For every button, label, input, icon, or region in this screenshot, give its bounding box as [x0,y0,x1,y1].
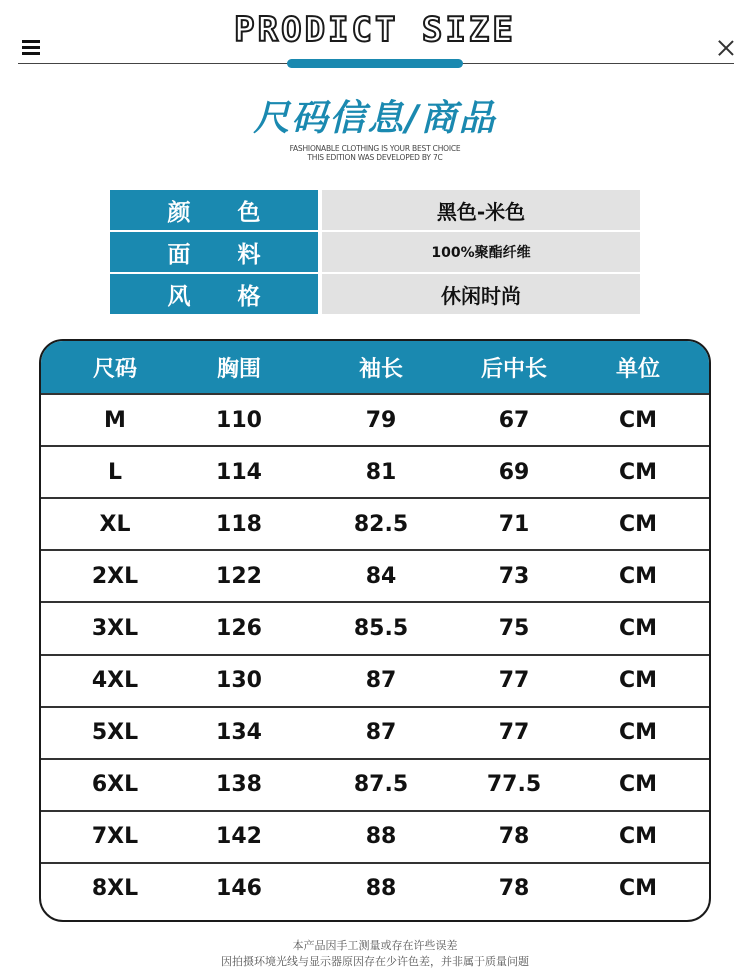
footer-note-1: 本产品因手工测量或存在许些误差 [292,939,458,952]
header-cell: 袖长 [358,356,403,382]
table-cell: 87.5 [353,772,409,798]
table-row [41,497,709,549]
table-cell: 81 [365,459,397,485]
table-cell: 77.5 [486,772,542,798]
table-cell: 84 [365,563,397,589]
table-cell: 69 [498,459,530,485]
table-cell: 126 [216,615,262,641]
table-row [41,654,709,706]
info-row-fabric [110,232,640,274]
header-cell: 尺码 [92,356,137,382]
info-value: 黑色-米色 [322,190,640,230]
table-cell: CM [618,772,658,798]
info-value: 休闲时尚 [322,274,640,314]
table-cell: 71 [498,511,530,537]
header-cell: 单位 [615,356,660,382]
tagline-line-2: THIS EDITION WAS DEVELOPED BY 7C [307,153,443,162]
info-label: 风 格 [110,274,318,314]
close-icon[interactable] [716,38,736,58]
table-row [41,549,709,601]
size-table-header [41,341,709,393]
table-cell: CM [618,563,658,589]
table-cell: 78 [498,824,530,850]
table-cell: 118 [216,511,262,537]
table-cell: 82.5 [353,511,409,537]
table-cell: CM [618,720,658,746]
table-cell: 2XL [91,563,139,589]
product-info-table [110,190,640,316]
table-cell: 87 [365,668,397,693]
table-cell: 75 [498,615,530,641]
tagline-line-1: FASHIONABLE CLOTHING IS YOUR BEST CHOICE [289,144,461,153]
info-row-color [110,190,640,232]
info-label: 颜 色 [110,190,318,230]
size-table [39,339,711,922]
section-title: 尺码信息/商品 [253,98,497,139]
table-cell: 88 [365,824,397,850]
header-accent-bar [287,59,463,68]
table-row [41,862,709,914]
page-title: PRODICT SIZE [234,10,516,50]
table-cell: CM [618,511,658,537]
table-cell: CM [618,459,658,485]
table-cell: 134 [216,720,262,746]
table-cell: M [104,407,126,433]
table-cell: 146 [216,876,262,902]
table-cell: 8XL [91,876,139,902]
header-cell: 后中长 [480,356,547,382]
table-cell: L [107,459,123,485]
header [0,0,750,80]
info-label: 面 料 [110,232,318,272]
table-cell: 88 [365,876,397,902]
table-cell: CM [618,407,658,433]
table-row [41,393,709,445]
table-cell: 110 [216,407,262,433]
info-row-style [110,274,640,316]
table-cell: CM [618,615,658,641]
table-cell: 85.5 [353,615,409,641]
table-cell: 3XL [91,615,139,641]
table-cell: 78 [498,876,530,902]
table-cell: 4XL [91,668,139,693]
table-cell: CM [618,876,658,902]
table-cell: 130 [216,668,262,693]
table-cell: 114 [216,459,262,485]
footer-note-2: 因拍摄环境光线与显示器原因存在少许色差，并非属于质量问题 [221,955,529,968]
table-cell: 87 [365,720,397,746]
table-cell: 142 [216,824,262,850]
table-row [41,758,709,810]
table-row [41,601,709,653]
table-cell: 73 [498,563,530,589]
table-cell: 5XL [91,720,139,746]
table-cell: 122 [216,563,262,589]
table-cell: CM [618,824,658,850]
info-value: 100%聚酯纤维 [322,232,640,272]
table-cell: 79 [365,407,397,433]
header-cell: 胸围 [216,356,261,382]
table-cell: 138 [216,772,262,798]
table-cell: 7XL [91,824,139,850]
table-row [41,445,709,497]
table-cell: 6XL [91,772,139,798]
table-row [41,706,709,758]
table-cell: CM [618,668,658,693]
table-cell: 77 [498,720,530,746]
table-cell: 67 [498,407,530,433]
table-row [41,810,709,862]
table-cell: XL [99,511,131,537]
table-cell: 77 [498,668,530,693]
